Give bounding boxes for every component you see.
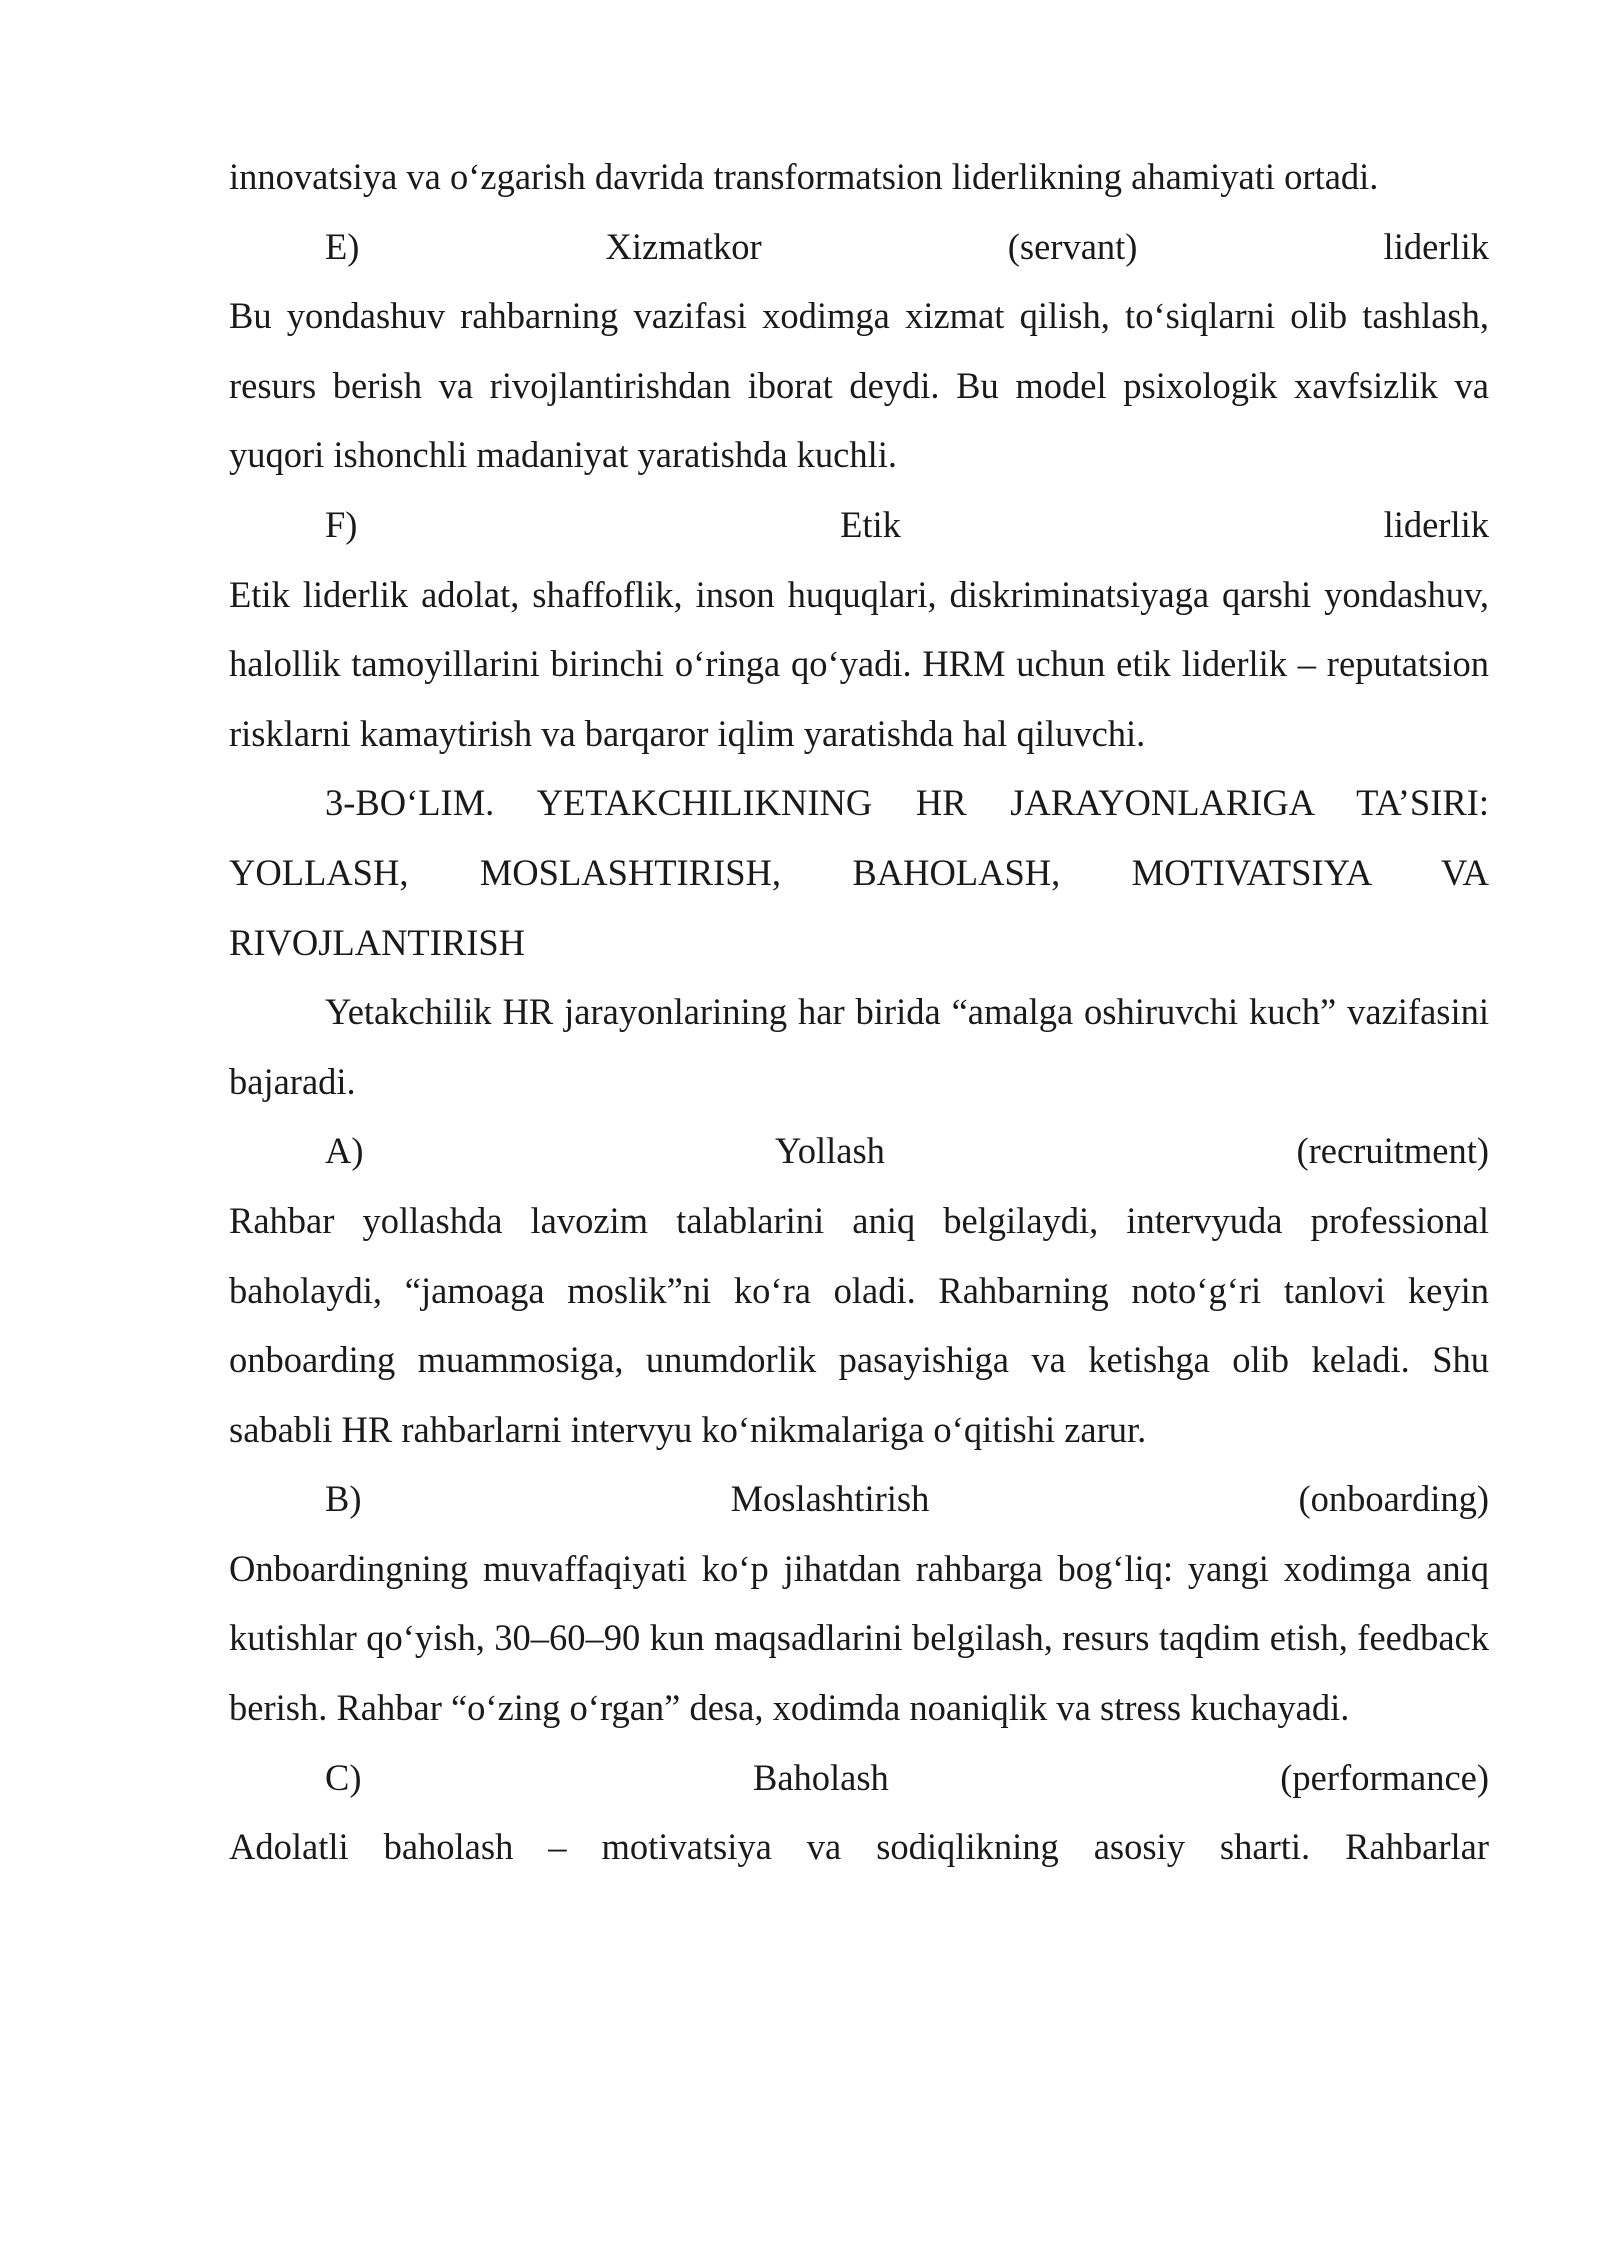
paragraph-ethical-leadership: Etik liderlik adolat, shaffoflik, inson huquqlari, diskriminatsiyaga qarshi yondashuv, halollik tamoyillarini birinchi o‘ringa qo‘yadi. HRM uchun etik liderlik – reputatsion risklarni kamaytirish va barqaror iqlim yaratishda hal qiluvchi.: [229, 573, 1489, 754]
subheading-ethical-leadership: [229, 490, 1489, 560]
subheading-recruitment: [229, 1116, 1489, 1186]
subheading-onboarding: [229, 1464, 1489, 1534]
subheading-word: Moslashtirish: [730, 1478, 930, 1520]
subheading-last: liderlik: [1383, 225, 1489, 267]
subheading-servant-leadership: [229, 212, 1489, 282]
subheading-letter: B): [325, 1478, 362, 1520]
paragraph-transformational-end: innovatsiya va o‘zgarish davrida transformatsion liderlikning ahamiyati ortadi.: [229, 156, 1379, 197]
subheading-letter: F): [325, 503, 358, 545]
paragraph-recruitment: Rahbar yollashda lavozim talablarini aniq belgilaydi, intervyuda professional baholaydi, “jamoaga moslik”ni ko‘ra oladi. Rahbarning noto‘g‘ri tanlovi keyin onboarding muammosiga, unumdorlik pasayishiga va ketishga olib keladi. Shu sababli HR rahbarlarni intervyu ko‘nikmalariga o‘qitishi zarur.: [229, 1199, 1489, 1450]
document-page: [229, 142, 1489, 1882]
subheading-word: Yollash: [775, 1130, 885, 1172]
subheading-last: liderlik: [1383, 503, 1489, 545]
subheading-letter: A): [325, 1130, 364, 1172]
subheading-last: (performance): [1280, 1756, 1489, 1798]
subheading-word: Etik: [840, 503, 901, 545]
paragraph-performance: Adolatli baholash – motivatsiya va sodiqlikning asosiy sharti. Rahbarlar: [229, 1826, 1489, 1868]
subheading-performance: [229, 1743, 1489, 1813]
subheading-word: Xizmatkor: [605, 225, 762, 267]
subheading-letter: E): [325, 225, 360, 267]
subheading-last: (onboarding): [1298, 1478, 1489, 1520]
paragraph-section-intro: Yetakchilik HR jarayonlarining har birida “amalga oshiruvchi kuch” vazifasini bajaradi.: [229, 991, 1489, 1102]
paragraph-onboarding: Onboardingning muvaffaqiyati ko‘p jihatdan rahbarga bog‘liq: yangi xodimga aniq kutishlar qo‘yish, 30–60–90 kun maqsadlarini belgilash, resurs taqdim etish, feedback berish. Rahbar “o‘zing o‘rgan” desa, xodimda noaniqlik va stress kuchayadi.: [229, 1547, 1489, 1729]
paragraph-servant-leadership: Bu yondashuv rahbarning vazifasi xodimga xizmat qilish, to‘siqlarni olib tashlash, resurs berish va rivojlantirishdan iborat deydi. Bu model psixologik xavfsizlik va yuqori ishonchli madaniyat yaratishda kuchli.: [229, 295, 1489, 476]
subheading-word: Baholash: [752, 1756, 889, 1798]
subheading-last: (recruitment): [1296, 1130, 1489, 1172]
section-3-heading: 3-BO‘LIM. YETAKCHILIKNING HR JARAYONLARIGA TA’SIRI: YOLLASH, MOSLASHTIRISH, BAHOLASH, MOTIVATSIYA VA RIVOJLANTIRISH: [229, 782, 1489, 963]
subheading-letter: C): [325, 1756, 362, 1798]
subheading-paren: (servant): [1007, 225, 1138, 267]
